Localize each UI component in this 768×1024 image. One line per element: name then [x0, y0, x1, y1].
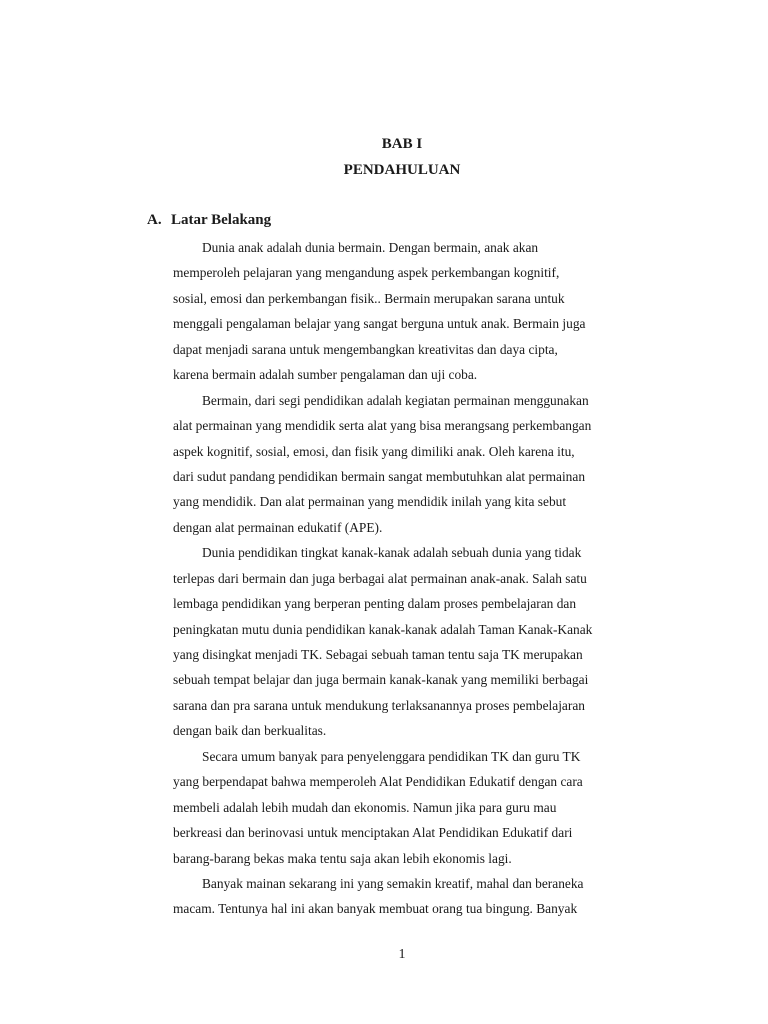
paragraph-5-line: macam. Tentunya hal ini akan banyak membuat orang tua bingung. Banyak — [173, 901, 578, 917]
chapter-title: PENDAHULUAN — [343, 162, 461, 178]
paragraph-3-line: yang disingkat menjadi TK. Sebagai sebuah taman tentu saja TK merupakan — [173, 647, 583, 662]
chapter-number: BAB I — [381, 136, 423, 152]
paragraph-1-line: karena bermain adalah sumber pengalaman dan uji coba. — [173, 367, 478, 383]
paragraph-3-line: terlepas dari bermain dan juga berbagai alat permainan anak-anak. Salah satu — [173, 570, 587, 586]
paragraph-3-line: peningkatan mutu dunia pendidikan kanak-kanak adalah Taman Kanak-Kanak — [173, 621, 593, 637]
section-marker: A. — [147, 212, 162, 228]
paragraph-4-line: barang-barang bekas maka tentu saja akan lebih ekonomis lagi. — [173, 850, 512, 866]
paragraph-4-line: berkreasi dan berinovasi untuk menciptakan Alat Pendidikan Edukatif dari — [173, 825, 573, 841]
page-number: 1 — [398, 947, 406, 962]
paragraph-3-line: sebuah tempat belajar dan juga bermain kanak-kanak yang memiliki berbagai — [173, 672, 589, 688]
paragraph-1-line: dapat menjadi sarana untuk mengembangkan kreativitas dan daya cipta, — [173, 341, 558, 357]
paragraph-1-line: menggali pengalaman belajar yang sangat berguna untuk anak. Bermain juga — [173, 316, 586, 332]
body-text — [173, 235, 663, 922]
paragraph-2-line: yang mendidik. Dan alat permainan yang mendidik inilah yang kita sebut — [173, 494, 567, 510]
paragraph-2-line: Bermain, dari segi pendidikan adalah kegiatan permainan menggunakan — [202, 392, 589, 408]
paragraph-3-line: lembaga pendidikan yang berperan penting dalam proses pembelajaran dan — [173, 596, 577, 612]
paragraph-1-line: sosial, emosi dan perkembangan fisik.. Bermain merupakan sarana untuk — [173, 290, 565, 306]
paragraph-4-line: yang berpendapat bahwa memperoleh Alat Pendidikan Edukatif dengan cara — [173, 774, 583, 790]
paragraph-2-line: aspek kognitif, sosial, emosi, dan fisik yang dimiliki anak. Oleh karena itu, — [173, 443, 575, 459]
paragraph-1-line: Dunia anak adalah dunia bermain. Dengan bermain, anak akan — [202, 240, 539, 255]
paragraph-1-line: memperoleh pelajaran yang mengandung aspek perkembangan kognitif, — [173, 265, 560, 281]
paragraph-5-line: Banyak mainan sekarang ini yang semakin kreatif, mahal dan beraneka — [202, 875, 584, 891]
paragraph-4-line: Secara umum banyak para penyelenggara pendidikan TK dan guru TK — [202, 748, 581, 764]
paragraph-3-line: dengan baik dan berkualitas. — [173, 723, 327, 739]
paragraph-4-line: membeli adalah lebih mudah dan ekonomis. Namun jika para guru mau — [173, 799, 557, 815]
paragraph-2-line: dari sudut pandang pendidikan bermain sangat membutuhkan alat permainan — [173, 468, 586, 484]
paragraph-2-line: alat permainan yang mendidik serta alat yang bisa merangsang perkembangan — [173, 418, 592, 434]
paragraph-3-line: Dunia pendidikan tingkat kanak-kanak adalah sebuah dunia yang tidak — [202, 545, 582, 561]
section-heading — [147, 211, 271, 229]
paragraph-3-line: sarana dan pra sarana untuk mendukung terlaksanannya proses pembelajaran — [173, 697, 585, 713]
paragraph-2-line: dengan alat permainan edukatif (APE). — [173, 519, 383, 535]
section-title: Latar Belakang — [171, 212, 272, 228]
